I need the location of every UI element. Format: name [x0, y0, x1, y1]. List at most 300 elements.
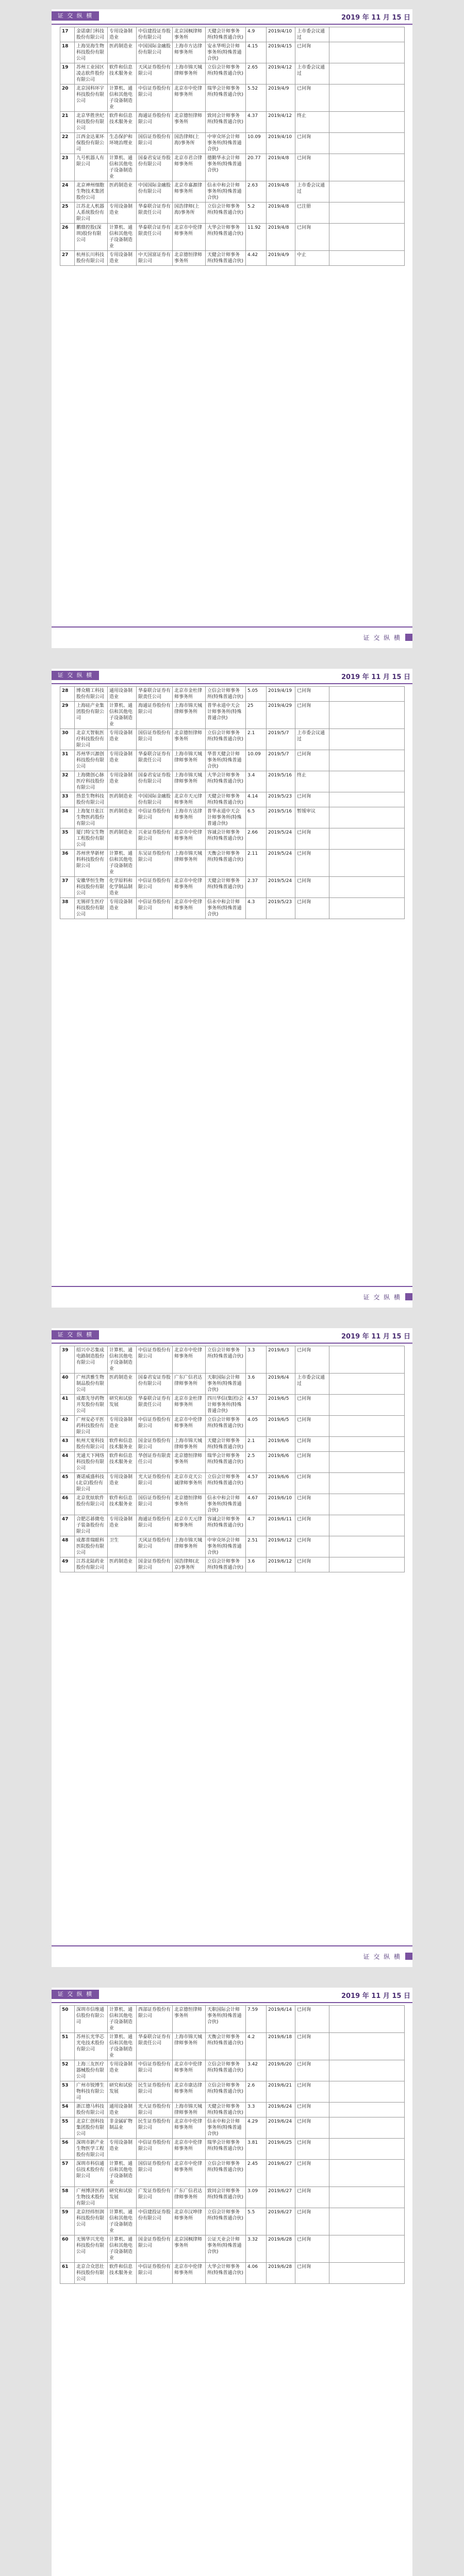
cell-amount: 4.05 — [246, 1416, 267, 1437]
cell-status: 已问询 — [295, 2208, 329, 2235]
cell-date: 2019/6/14 — [267, 2006, 295, 2033]
cell-blank — [329, 42, 405, 63]
cell-company-name: 广州安必平医药科技股份有限公司 — [75, 1416, 108, 1437]
cell-accounting-firm: 天健会计师事务所(特殊普通合伙) — [206, 792, 246, 807]
cell-accounting-firm: 天健会计师事务所(特殊普通合伙) — [206, 251, 246, 266]
document-page — [52, 1988, 412, 2576]
cell-law-firm: 北京市天元律师事务所 — [173, 1515, 206, 1536]
cell-row-number: 58 — [60, 2187, 75, 2208]
cell-amount: 4.15 — [246, 42, 267, 63]
cell-date: 2019/6/6 — [267, 1452, 295, 1473]
cell-amount: 2.65 — [246, 63, 267, 84]
cell-law-firm: 上海市锦天城律师事务所 — [173, 702, 206, 729]
header-tag: 证 交 纵 横 — [52, 11, 99, 21]
cell-industry: 计算机、通信和其他电子设备制造业 — [108, 702, 137, 729]
cell-company-name: 光通天下网络科技股份有限公司 — [75, 1452, 108, 1473]
cell-amount: 3.09 — [246, 2187, 267, 2208]
cell-amount: 2.51 — [246, 1536, 267, 1557]
cell-law-firm: 上海市方达律师事务所 — [173, 807, 206, 828]
cell-industry: 计算机、通信和其他电子设备制造业 — [108, 2235, 137, 2263]
cell-accounting-firm: 中审众环会计师事务所(特殊普通合伙) — [206, 1536, 246, 1557]
cell-status: 已问询 — [295, 1395, 329, 1416]
cell-law-firm: 北京市中伦律师事务所 — [173, 828, 206, 850]
cell-sponsor: 中信证券股份有限公司 — [137, 2139, 173, 2160]
document-page — [52, 669, 412, 1308]
cell-accounting-firm: 立信会计师事务所(特殊普通合伙) — [206, 202, 246, 224]
cell-accounting-firm: 德勤华永会计师事务所(特殊普通合伙) — [206, 154, 246, 181]
table-row — [60, 2006, 405, 2033]
table-row — [60, 42, 405, 63]
table-row — [60, 181, 405, 202]
cell-industry: 研究和试验发展 — [108, 2187, 137, 2208]
cell-blank — [329, 2235, 405, 2263]
cell-law-firm: 北京市中伦律师事务所 — [173, 2117, 206, 2139]
cell-law-firm: 北京市君合律师事务所 — [173, 154, 206, 181]
cell-status: 已问询 — [295, 898, 329, 919]
cell-industry: 专用设备制造业 — [108, 251, 137, 266]
cell-company-name: 无锡祥生医疗科技股份有限公司 — [75, 898, 108, 919]
cell-date: 2019/4/29 — [267, 702, 295, 729]
cell-company-name: 厦门特宝生物工程股份有限公司 — [75, 828, 108, 850]
cell-status: 已问询 — [295, 1515, 329, 1536]
cell-row-number: 61 — [60, 2263, 75, 2284]
table-row — [60, 2160, 405, 2187]
cell-status: 已问询 — [295, 42, 329, 63]
cell-company-name: 浙江德马科技股份有限公司 — [75, 2103, 108, 2117]
cell-blank — [329, 750, 405, 771]
table-row — [60, 2235, 405, 2263]
cell-company-name: 北京合众思壮科技股份有限公司 — [75, 2263, 108, 2284]
cell-row-number: 24 — [60, 181, 75, 202]
cell-row-number: 49 — [60, 1557, 75, 1572]
cell-law-firm: 北京德恒律师事务所 — [173, 251, 206, 266]
cell-industry: 医药制造业 — [108, 828, 137, 850]
cell-industry: 计算机、通信和其他电子设备制造业 — [108, 1346, 137, 1374]
cell-status: 已问询 — [295, 154, 329, 181]
page-footer — [52, 1286, 412, 1308]
cell-status: 已问询 — [295, 1557, 329, 1572]
cell-amount: 2.6 — [246, 2081, 267, 2103]
cell-blank — [329, 828, 405, 850]
cell-sponsor: 天风证券股份有限公司 — [137, 1536, 173, 1557]
cell-accounting-firm: 公证天业会计师事务所(特殊普通合伙) — [206, 2235, 246, 2263]
cell-industry: 软件和信息技术服务业 — [108, 63, 137, 84]
cell-status: 已问询 — [295, 2103, 329, 2117]
table-row — [60, 1515, 405, 1536]
cell-row-number: 55 — [60, 2117, 75, 2139]
data-table — [60, 2005, 405, 2284]
document-page — [52, 1328, 412, 1967]
cell-row-number: 35 — [60, 828, 75, 850]
cell-accounting-firm: 瑞华会计师事务所(特殊普通合伙) — [206, 2139, 246, 2160]
cell-date: 2019/4/8 — [267, 154, 295, 181]
cell-accounting-firm: 容诚会计师事务所(特殊普通合伙) — [206, 828, 246, 850]
cell-sponsor: 华创证券有限责任公司 — [137, 1452, 173, 1473]
cell-accounting-firm: 信永中和会计师事务所(特殊普通合伙) — [206, 181, 246, 202]
cell-industry: 医药制造业 — [108, 42, 137, 63]
cell-industry: 专用设备制造业 — [108, 771, 137, 792]
cell-law-firm: 北京市中伦律师事务所 — [173, 84, 206, 112]
table-row — [60, 112, 405, 133]
cell-amount: 2.66 — [246, 828, 267, 850]
cell-company-name: 深圳市科信通信技术股份有限公司 — [75, 2160, 108, 2187]
cell-row-number: 47 — [60, 1515, 75, 1536]
cell-status: 已问询 — [295, 1452, 329, 1473]
cell-blank — [329, 112, 405, 133]
header-date: 2019 年 11 月 15 日 — [341, 673, 410, 681]
cell-law-firm: 北京国枫律师事务所 — [173, 27, 206, 42]
cell-amount: 3.42 — [246, 2060, 267, 2081]
cell-amount: 3.81 — [246, 2139, 267, 2160]
cell-sponsor: 西部证券股份有限公司 — [137, 2006, 173, 2033]
table-row — [60, 1494, 405, 1515]
cell-blank — [329, 2160, 405, 2187]
cell-date: 2019/5/24 — [267, 850, 295, 877]
cell-accounting-firm: 瑞华会计师事务所(特殊普通合伙) — [206, 1452, 246, 1473]
cell-company-name: 杭州天宽科技股份有限公司 — [75, 1437, 108, 1452]
cell-date: 2019/6/5 — [267, 1395, 295, 1416]
cell-row-number: 34 — [60, 807, 75, 828]
cell-blank — [329, 1557, 405, 1572]
cell-sponsor: 国金证券股份有限公司 — [137, 1557, 173, 1572]
cell-sponsor: 华泰联合证券有限责任公司 — [137, 687, 173, 702]
cell-row-number: 25 — [60, 202, 75, 224]
cell-date: 2019/5/23 — [267, 898, 295, 919]
cell-row-number: 44 — [60, 1452, 75, 1473]
table-row — [60, 1416, 405, 1437]
cell-date: 2019/6/28 — [267, 2235, 295, 2263]
header-date: 2019 年 11 月 15 日 — [341, 1992, 410, 2000]
cell-sponsor: 中国国际金融股份有限公司 — [137, 42, 173, 63]
cell-accounting-firm: 立信会计师事务所(特殊普通合伙) — [206, 2208, 246, 2235]
cell-law-firm: 北京德恒律师事务所 — [173, 1494, 206, 1515]
cell-industry: 计算机、通信和其他电子设备制造业 — [108, 154, 137, 181]
cell-company-name: 九号机器人有限公司 — [75, 154, 108, 181]
cell-company-name: 成都普瑞眼科医院股份有限公司 — [75, 1536, 108, 1557]
cell-row-number: 57 — [60, 2160, 75, 2187]
cell-date: 2019/6/5 — [267, 1416, 295, 1437]
table-row — [60, 850, 405, 877]
cell-law-firm: 北京市金杜律师事务所 — [173, 1395, 206, 1416]
cell-industry: 计算机、通信和其他电子设备制造业 — [108, 850, 137, 877]
cell-sponsor: 中信建投证券股份有限公司 — [137, 2208, 173, 2235]
page-header — [52, 669, 412, 684]
cell-blank — [329, 2263, 405, 2284]
cell-status: 已问询 — [295, 2117, 329, 2139]
cell-row-number: 23 — [60, 154, 75, 181]
document-page — [52, 9, 412, 648]
cell-accounting-firm: 大华会计师事务所(特殊普通合伙) — [206, 224, 246, 251]
cell-sponsor: 国泰君安证券股份有限公司 — [137, 771, 173, 792]
table-row — [60, 1346, 405, 1374]
cell-company-name: 上海复旦张江生物医药股份有限公司 — [75, 807, 108, 828]
cell-company-name: 苏州工业园区凌志软件股份有限公司 — [75, 63, 108, 84]
table-row — [60, 84, 405, 112]
cell-company-name: 北京优炫软件股份有限公司 — [75, 1494, 108, 1515]
cell-blank — [329, 792, 405, 807]
cell-company-name: 北京天智航医疗科技股份有限公司 — [75, 729, 108, 750]
cell-status: 已问询 — [295, 1536, 329, 1557]
cell-date: 2019/4/12 — [267, 112, 295, 133]
footer-accent-block — [405, 634, 412, 641]
page-header — [52, 1988, 412, 2003]
cell-amount: 2.63 — [246, 181, 267, 202]
cell-blank — [329, 2187, 405, 2208]
cell-law-firm: 上海市方达律师事务所 — [173, 42, 206, 63]
cell-law-firm: 广东广信君达律师事务所 — [173, 2187, 206, 2208]
cell-amount: 3.3 — [246, 2103, 267, 2117]
table-row — [60, 27, 405, 42]
cell-blank — [329, 27, 405, 42]
cell-accounting-firm: 天健会计师事务所(特殊普通合伙) — [206, 27, 246, 42]
cell-row-number: 20 — [60, 84, 75, 112]
cell-industry: 研究和试验发展 — [108, 2081, 137, 2103]
cell-amount: 4.57 — [246, 1395, 267, 1416]
table-row — [60, 1437, 405, 1452]
cell-blank — [329, 2208, 405, 2235]
cell-date: 2019/6/24 — [267, 2117, 295, 2139]
cell-row-number: 39 — [60, 1346, 75, 1374]
cell-row-number: 33 — [60, 792, 75, 807]
cell-amount: 3.6 — [246, 1374, 267, 1395]
cell-amount: 4.06 — [246, 2263, 267, 2284]
cell-status: 已问询 — [295, 2033, 329, 2060]
cell-sponsor: 华泰联合证券有限责任公司 — [137, 750, 173, 771]
table-row — [60, 771, 405, 792]
cell-law-firm: 北京市中伦律师事务所 — [173, 2160, 206, 2187]
footer-accent-block — [405, 1953, 412, 1960]
cell-industry: 计算机、通信和其他电子设备制造业 — [108, 2160, 137, 2187]
cell-blank — [329, 1536, 405, 1557]
table-row — [60, 1395, 405, 1416]
cell-blank — [329, 898, 405, 919]
cell-accounting-firm: 立信会计师事务所(特殊普通合伙) — [206, 2060, 246, 2081]
cell-law-firm: 北京市中伦律师事务所 — [173, 1346, 206, 1374]
cell-industry: 专用设备制造业 — [108, 27, 137, 42]
table-row — [60, 63, 405, 84]
cell-date: 2019/6/27 — [267, 2187, 295, 2208]
cell-industry: 卫生 — [108, 1536, 137, 1557]
cell-amount: 10.09 — [246, 133, 267, 154]
cell-law-firm: 上海市锦天城律师事务所 — [173, 850, 206, 877]
cell-amount: 2.1 — [246, 1437, 267, 1452]
cell-company-name: 苏州华兴源创科技股份有限公司 — [75, 750, 108, 771]
table-row — [60, 1557, 405, 1572]
cell-row-number: 21 — [60, 112, 75, 133]
cell-industry: 医药制造业 — [108, 807, 137, 828]
page-header — [52, 9, 412, 25]
cell-row-number: 28 — [60, 687, 75, 702]
cell-blank — [329, 1494, 405, 1515]
cell-accounting-firm: 天健会计师事务所(特殊普通合伙) — [206, 1437, 246, 1452]
cell-accounting-firm: 天健会计师事务所(特殊普通合伙) — [206, 877, 246, 898]
cell-company-name: 鹏鼎控股(深圳)股份有限公司 — [75, 224, 108, 251]
cell-status: 已问询 — [295, 1346, 329, 1374]
page-footer — [52, 1945, 412, 1967]
cell-sponsor: 中信证券股份有限公司 — [137, 2060, 173, 2081]
cell-industry: 非金属矿物制品业 — [108, 2117, 137, 2139]
cell-date: 2019/5/16 — [267, 807, 295, 828]
cell-law-firm: 上海市锦天城律师事务所 — [173, 63, 206, 84]
cell-law-firm: 北京市中伦律师事务所 — [173, 2060, 206, 2081]
table-row — [60, 251, 405, 266]
cell-sponsor: 广发证券股份有限公司 — [137, 2187, 173, 2208]
cell-row-number: 22 — [60, 133, 75, 154]
cell-date: 2019/5/7 — [267, 750, 295, 771]
cell-date: 2019/6/24 — [267, 2103, 295, 2117]
table-row — [60, 729, 405, 750]
cell-accounting-firm: 立信会计师事务所(特殊普通合伙) — [206, 687, 246, 702]
cell-status: 暂缓审议 — [295, 807, 329, 828]
cell-accounting-firm: 立信会计师事务所(特殊普通合伙) — [206, 1557, 246, 1572]
table-row — [60, 2103, 405, 2117]
cell-industry: 软件和信息技术服务业 — [108, 1452, 137, 1473]
cell-law-firm: 国浩律师(上海)事务所 — [173, 202, 206, 224]
cell-sponsor: 中国国际金融股份有限公司 — [137, 792, 173, 807]
header-date: 2019 年 11 月 15 日 — [341, 14, 410, 22]
cell-industry: 通用设备制造业 — [108, 687, 137, 702]
cell-industry: 软件和信息技术服务业 — [108, 1494, 137, 1515]
cell-accounting-firm: 天职国际会计师事务所(特殊普通合伙) — [206, 2006, 246, 2033]
cell-row-number: 42 — [60, 1416, 75, 1437]
cell-status: 已问询 — [295, 2006, 329, 2033]
cell-amount: 4.7 — [246, 1515, 267, 1536]
cell-industry: 化学原料和化学制品制造业 — [108, 877, 137, 898]
data-table — [60, 686, 405, 919]
cell-amount: 25 — [246, 702, 267, 729]
cell-sponsor: 国金证券股份有限公司 — [137, 2235, 173, 2263]
cell-amount: 4.57 — [246, 1473, 267, 1494]
cell-company-name: 杭州长川科技股份有限公司 — [75, 251, 108, 266]
cell-date: 2019/6/4 — [267, 1374, 295, 1395]
cell-date: 2019/4/10 — [267, 133, 295, 154]
cell-blank — [329, 224, 405, 251]
cell-date: 2019/6/21 — [267, 2081, 295, 2103]
cell-sponsor: 国信证券股份有限公司 — [137, 729, 173, 750]
cell-law-firm: 国浩律师(北京)事务所 — [173, 1557, 206, 1572]
cell-row-number: 19 — [60, 63, 75, 84]
cell-date: 2019/5/24 — [267, 877, 295, 898]
cell-amount: 4.37 — [246, 112, 267, 133]
cell-amount: 11.92 — [246, 224, 267, 251]
table-row — [60, 702, 405, 729]
cell-date: 2019/5/16 — [267, 771, 295, 792]
cell-sponsor: 国泰君安证券股份有限公司 — [137, 1374, 173, 1395]
cell-sponsor: 天风证券股份有限公司 — [137, 63, 173, 84]
cell-row-number: 27 — [60, 251, 75, 266]
cell-status: 已问询 — [295, 702, 329, 729]
cell-row-number: 56 — [60, 2139, 75, 2160]
cell-accounting-firm: 天衡会计师事务所(特殊普通合伙) — [206, 850, 246, 877]
cell-company-name: 上海昊海生物科技股份有限公司 — [75, 42, 108, 63]
cell-accounting-firm: 立信会计师事务所(特殊普通合伙) — [206, 2081, 246, 2103]
cell-blank — [329, 1473, 405, 1494]
cell-status: 已问询 — [295, 877, 329, 898]
cell-industry: 专用设备制造业 — [108, 729, 137, 750]
table-row — [60, 2139, 405, 2160]
cell-blank — [329, 251, 405, 266]
data-table — [60, 1346, 405, 1572]
cell-row-number: 53 — [60, 2081, 75, 2103]
cell-sponsor: 兴业证券股份有限公司 — [137, 828, 173, 850]
cell-sponsor: 光大证券股份有限公司 — [137, 2103, 173, 2117]
cell-law-firm: 上海市锦天城律师事务所 — [173, 2033, 206, 2060]
cell-date: 2019/4/10 — [267, 27, 295, 42]
cell-date: 2019/5/23 — [267, 792, 295, 807]
table-row — [60, 133, 405, 154]
cell-blank — [329, 2117, 405, 2139]
cell-law-firm: 北京市嘉源律师事务所 — [173, 181, 206, 202]
cell-blank — [329, 84, 405, 112]
cell-company-name: 北京国科环宇科技股份有限公司 — [75, 84, 108, 112]
cell-amount: 4.2 — [246, 2033, 267, 2060]
cell-company-name: 深圳市信维通信股份有限公司 — [75, 2006, 108, 2033]
cell-row-number: 59 — [60, 2208, 75, 2235]
cell-status: 上市委会议通过 — [295, 729, 329, 750]
cell-company-name: 江苏北人机器人系统股份有限公司 — [75, 202, 108, 224]
cell-company-name: 北京经纬恒润科技股份有限公司 — [75, 2208, 108, 2235]
cell-industry: 软件和信息技术服务业 — [108, 112, 137, 133]
cell-blank — [329, 2103, 405, 2117]
cell-accounting-firm: 立信会计师事务所(特殊普通合伙) — [206, 1346, 246, 1374]
cell-row-number: 38 — [60, 898, 75, 919]
cell-law-firm: 北京市金杜律师事务所 — [173, 687, 206, 702]
table-row — [60, 2060, 405, 2081]
cell-date: 2019/5/24 — [267, 828, 295, 850]
cell-row-number: 41 — [60, 1395, 75, 1416]
cell-blank — [329, 2081, 405, 2103]
cell-company-name: 博众精工科技股份有限公司 — [75, 687, 108, 702]
cell-status: 已问询 — [295, 687, 329, 702]
cell-date: 2019/6/6 — [267, 1473, 295, 1494]
cell-status: 已问询 — [295, 224, 329, 251]
cell-date: 2019/6/12 — [267, 1557, 295, 1572]
cell-sponsor: 华泰联合证券有限责任公司 — [137, 224, 173, 251]
cell-amount: 3.4 — [246, 771, 267, 792]
cell-sponsor: 华泰联合证券有限责任公司 — [137, 1395, 173, 1416]
table-row — [60, 750, 405, 771]
cell-row-number: 60 — [60, 2235, 75, 2263]
cell-date: 2019/4/8 — [267, 181, 295, 202]
cell-accounting-firm: 安永华明会计师事务所(特殊普通合伙) — [206, 42, 246, 63]
cell-sponsor: 民生证券股份有限公司 — [137, 2081, 173, 2103]
cell-date: 2019/6/3 — [267, 1346, 295, 1374]
cell-company-name: 赛诺威盛科技(北京)股份有限公司 — [75, 1473, 108, 1494]
cell-amount: 5.2 — [246, 202, 267, 224]
cell-accounting-firm: 信永中和会计师事务所(特殊普通合伙) — [206, 1494, 246, 1515]
table-row — [60, 877, 405, 898]
cell-company-name: 成都先导药物开发股份有限公司 — [75, 1395, 108, 1416]
cell-industry: 医药制造业 — [108, 792, 137, 807]
cell-accounting-firm: 中审众环会计师事务所(特殊普通合伙) — [206, 133, 246, 154]
cell-sponsor: 中信证券股份有限公司 — [137, 807, 173, 828]
cell-accounting-firm: 普华永道中天会计师事务所(特殊普通合伙) — [206, 807, 246, 828]
cell-company-name: 金诺康门科技股份有限公司 — [75, 27, 108, 42]
cell-date: 2019/5/7 — [267, 729, 295, 750]
cell-date: 2019/6/25 — [267, 2139, 295, 2160]
cell-blank — [329, 729, 405, 750]
cell-row-number: 30 — [60, 729, 75, 750]
cell-sponsor: 东吴证券股份有限公司 — [137, 850, 173, 877]
cell-accounting-firm: 立信会计师事务所(特殊普通合伙) — [206, 729, 246, 750]
cell-status: 上市委会议通过 — [295, 27, 329, 42]
cell-sponsor: 华泰联合证券有限责任公司 — [137, 202, 173, 224]
cell-law-firm: 北京市中伦律师事务所 — [173, 224, 206, 251]
cell-law-firm: 上海市锦天城律师事务所 — [173, 2103, 206, 2117]
cell-status: 已问询 — [295, 750, 329, 771]
cell-date: 2019/6/27 — [267, 2208, 295, 2235]
cell-row-number: 40 — [60, 1374, 75, 1395]
